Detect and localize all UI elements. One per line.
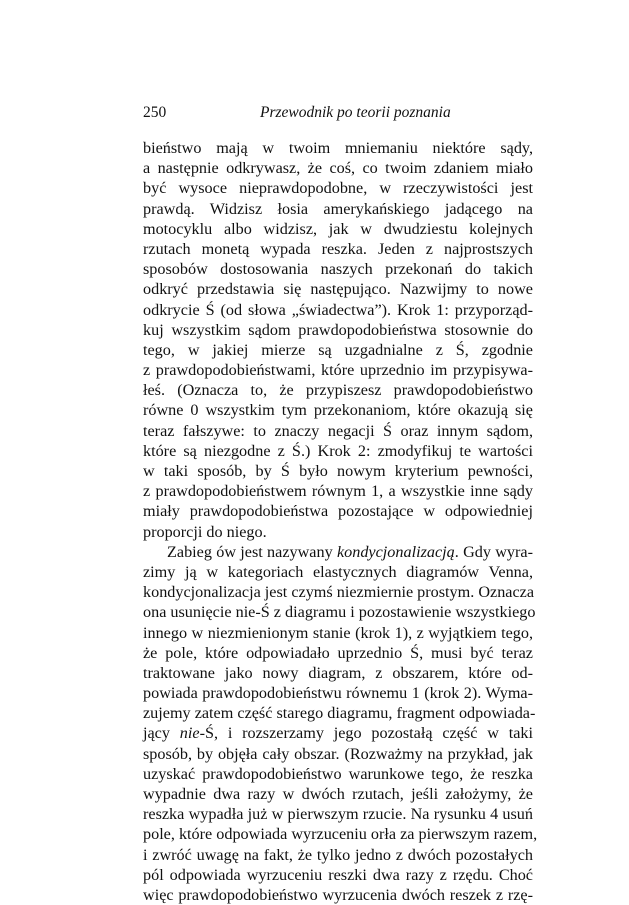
text-line: pól odpowiada wyrzuceniu reszki dwa razy z rzędu. Choć <box>143 865 533 884</box>
text-line: uzyskać prawdopodobieństwo warunkowe tego, że reszka <box>143 764 533 783</box>
page-number: 250 <box>143 104 167 121</box>
text-line: że pole, które odpowiadało uprzednio Ś, musi być teraz <box>143 643 533 662</box>
text-line: kuj wszystkim sądom prawdopodobieństwa stosownie do <box>143 320 533 339</box>
emphasis-term: kondycjonalizacją <box>336 542 455 561</box>
text-line: miały prawdopodobieństwa pozostające w odpowiedniej <box>143 502 533 521</box>
page-header <box>143 104 533 130</box>
text-line: tego, w jakiej mierze są uzgadnialne z Ś, zgodnie <box>143 340 533 359</box>
text-line: zujemy zatem część starego diagramu, fragment odpowiada- <box>143 704 536 723</box>
text-line: proporcji do niego. <box>143 522 267 541</box>
body-text <box>143 138 538 905</box>
text-line: kondycjonalizacja jest czymś niezmiernie prostym. Oznacza <box>143 583 535 602</box>
text-line: a następnie odkrywasz, że coś, co twoim zdaniem miało <box>143 159 533 178</box>
text-line: teraz fałszywe: to znaczy negacji Ś oraz innym sądom, <box>143 421 533 440</box>
text-line: innego w niezmienionym stanie (krok 1), z wyjątkiem tego, <box>143 623 533 642</box>
text-line: równe 0 wszystkim tym przekonaniom, które okazują się <box>143 401 533 420</box>
text-line: w taki sposób, by Ś było nowym kryterium pewności, <box>143 462 533 480</box>
text-line: być wysoce nieprawdopodobne, w rzeczywistości jest <box>143 179 533 198</box>
text-line: wypadnie dwa razy w dwóch rzutach, jeśli założymy, że <box>143 785 533 803</box>
text-span: . Gdy wyra- <box>454 542 533 561</box>
text-line: sposób, by objęła cały obszar. (Rozważmy na przykład, jak <box>143 744 533 763</box>
text-line: z prawdopodobieństwami, które uprzednio im przypisywa- <box>143 361 533 380</box>
text-line: prawdą. Widzisz łosia amerykańskiego jadącego na <box>143 199 533 218</box>
text-span: Zabieg ów jest nazywany <box>167 542 337 561</box>
text-line: odkrycie Ś (od słowa „świadectwa”). Krok 1: przyporząd- <box>143 300 533 319</box>
text-line: łeś. (Oznacza to, że przypiszesz prawdopodobieństwo <box>143 381 533 400</box>
text-line: odkryć przedstawia się następująco. Nazwijmy to nowe <box>143 280 533 299</box>
text-line: powiada prawdopodobieństwu równemu 1 (krok 2). Wyma- <box>143 684 533 703</box>
text-span: jący <box>143 724 180 743</box>
running-title: Przewodnik po teorii poznania <box>260 104 451 121</box>
text-line: więc prawdopodobieństwo wyrzucenia dwóch reszek z rzę- <box>143 885 533 904</box>
text-line: ona usunięcie nie-Ś z diagramu i pozostawienie wszystkiego <box>143 603 536 622</box>
text-line: pole, które odpowiada wyrzuceniu orła za pierwszym razem, <box>143 825 538 844</box>
text-line: traktowane jako nowy diagram, z obszarem, które od- <box>143 663 533 682</box>
text-line: sposobów dostosowania naszych przekonań do takich <box>143 260 533 279</box>
text-line: zimy ją w kategoriach elastycznych diagramów Venna, <box>143 562 533 581</box>
text-line <box>143 542 533 562</box>
text-line: z prawdopodobieństwem równym 1, a wszystkie inne sądy <box>143 482 533 501</box>
text-line: motocyklu albo widzisz, jak w dwudziestu kolejnych <box>143 219 533 238</box>
emphasis-term: nie <box>179 724 200 743</box>
text-line: które są niezgodne z Ś.) Krok 2: zmodyfikuj te wartości <box>143 441 533 460</box>
book-page <box>143 104 538 905</box>
text-line: bieństwo mają w twoim mniemaniu niektóre sądy, <box>143 139 533 157</box>
text-line <box>143 723 533 743</box>
text-line: rzutach monetą wypada reszka. Jeden z najprostszych <box>143 239 533 258</box>
text-line: i zwróć uwagę na fakt, że tylko jedno z dwóch pozostałych <box>143 845 533 864</box>
text-line: reszka wypadła już w pierwszym rzucie. Na rysunku 4 usuń <box>143 805 533 824</box>
text-span: -Ś, i rozszerzamy jego pozostałą część w taki <box>199 724 533 743</box>
